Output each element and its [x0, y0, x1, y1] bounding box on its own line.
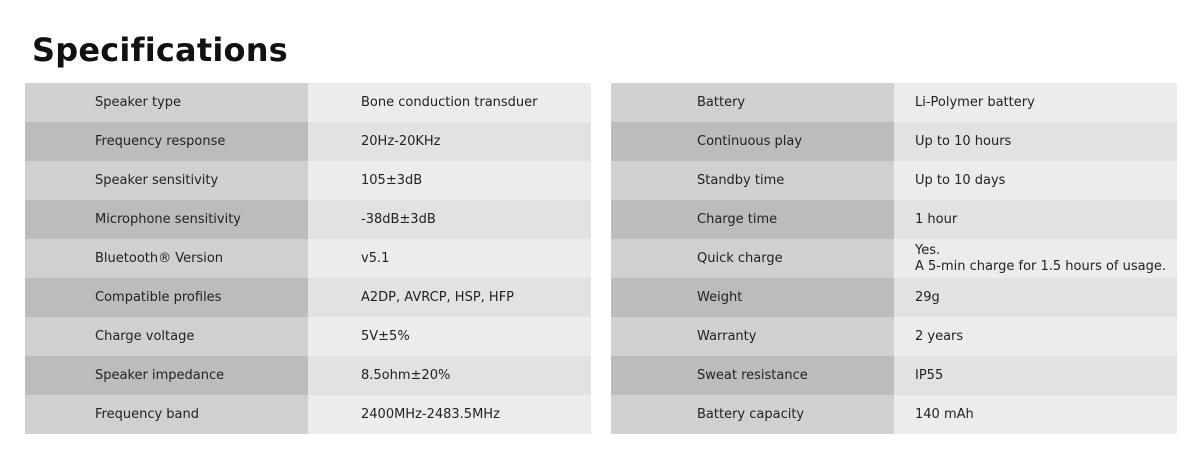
spec-value	[308, 161, 591, 200]
spec-label: Quick charge	[611, 239, 894, 278]
spec-value-text: Li-Polymer battery	[915, 94, 1035, 110]
spec-row	[25, 200, 591, 239]
spec-value	[894, 395, 1177, 434]
spec-row	[25, 239, 591, 278]
spec-row	[25, 161, 591, 200]
spec-value	[308, 239, 591, 278]
spec-label: Weight	[611, 278, 894, 317]
page-title: Specifications	[32, 31, 288, 69]
spec-row	[611, 122, 1177, 161]
spec-value	[894, 122, 1177, 161]
spec-value	[894, 83, 1177, 122]
spec-label: Warranty	[611, 317, 894, 356]
spec-label: Bluetooth® Version	[25, 239, 308, 278]
spec-row	[611, 395, 1177, 434]
spec-value-text: 2 years	[915, 328, 964, 344]
spec-label: Frequency band	[25, 395, 308, 434]
spec-value	[308, 278, 591, 317]
spec-row	[25, 395, 591, 434]
spec-row	[25, 278, 591, 317]
spec-value-text: Bone conduction transduer	[361, 94, 538, 110]
spec-value	[308, 356, 591, 395]
spec-label: Battery	[611, 83, 894, 122]
spec-label: Charge voltage	[25, 317, 308, 356]
spec-value-text: IP55	[915, 367, 944, 383]
spec-value-text: 105±3dB	[361, 172, 423, 188]
spec-label: Speaker sensitivity	[25, 161, 308, 200]
spec-value-text: Yes.	[915, 242, 941, 258]
spec-value	[308, 395, 591, 434]
spec-table-left	[25, 83, 591, 434]
spec-label: Speaker type	[25, 83, 308, 122]
spec-table-right	[611, 83, 1177, 434]
spec-value-text: 1 hour	[915, 211, 958, 227]
spec-label: Continuous play	[611, 122, 894, 161]
spec-value	[894, 356, 1177, 395]
spec-value-text: 20Hz-20KHz	[361, 133, 441, 149]
spec-value	[894, 278, 1177, 317]
spec-row	[25, 83, 591, 122]
spec-row	[611, 356, 1177, 395]
spec-value-text: v5.1	[361, 250, 390, 266]
spec-label: Charge time	[611, 200, 894, 239]
spec-value-text: 5V±5%	[361, 328, 410, 344]
spec-value	[308, 122, 591, 161]
spec-row	[25, 317, 591, 356]
spec-value	[308, 200, 591, 239]
spec-value	[894, 317, 1177, 356]
spec-value-text: 8.5ohm±20%	[361, 367, 451, 383]
spec-label: Battery capacity	[611, 395, 894, 434]
spec-row	[611, 239, 1177, 278]
spec-value-text: -38dB±3dB	[361, 211, 436, 227]
spec-row	[25, 356, 591, 395]
spec-value-text: 140 mAh	[915, 406, 974, 422]
spec-value-text: 2400MHz-2483.5MHz	[361, 406, 500, 422]
spec-row	[611, 83, 1177, 122]
spec-label: Frequency response	[25, 122, 308, 161]
spec-value-text: Up to 10 days	[915, 172, 1006, 188]
spec-value	[894, 200, 1177, 239]
spec-row	[611, 161, 1177, 200]
spec-label: Sweat resistance	[611, 356, 894, 395]
spec-row	[611, 317, 1177, 356]
spec-row	[25, 122, 591, 161]
spec-value-text: A2DP, AVRCP, HSP, HFP	[361, 289, 515, 305]
spec-value-text: 29g	[915, 289, 940, 305]
spec-value	[894, 239, 1177, 278]
spec-label: Standby time	[611, 161, 894, 200]
spec-row	[611, 278, 1177, 317]
spec-row	[611, 200, 1177, 239]
spec-value	[894, 161, 1177, 200]
spec-label: Microphone sensitivity	[25, 200, 308, 239]
spec-label: Compatible profiles	[25, 278, 308, 317]
spec-value-text-line2: A 5-min charge for 1.5 hours of usage.	[915, 258, 1167, 274]
spec-value-text: Up to 10 hours	[915, 133, 1012, 149]
spec-value	[308, 317, 591, 356]
spec-value	[308, 83, 591, 122]
spec-label: Speaker impedance	[25, 356, 308, 395]
